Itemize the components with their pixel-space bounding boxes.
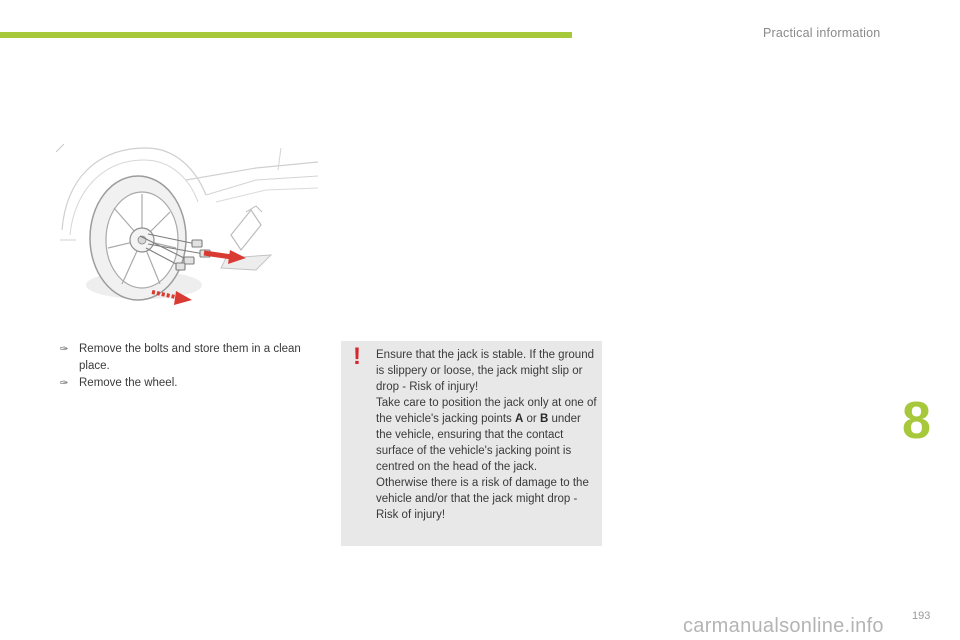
warning-paragraph: Take care to position the jack only at one of the vehicle's jacking points A or B under the vehicle, ensuring that the contact surface of the vehicle's jacking point is centred on the head of the jack. <box>376 397 597 473</box>
header-accent-bar <box>0 32 572 38</box>
instruction-text: Remove the bolts and store them in a clean place. <box>79 343 301 372</box>
warning-exclamation-icon: ! <box>353 343 361 370</box>
instruction-item <box>60 375 330 392</box>
warning-paragraph: Otherwise there is a risk of damage to the vehicle and/or that the jack might drop - Risk of injury! <box>376 477 589 521</box>
warning-text <box>376 347 598 523</box>
bullet-icon: ✑ <box>60 378 69 389</box>
warning-paragraph: Ensure that the jack is stable. If the ground is slippery or loose, the jack might slip or drop - Risk of injury! <box>376 349 594 393</box>
watermark: carmanualsonline.info <box>683 615 884 637</box>
section-title: Practical information <box>763 26 881 40</box>
instruction-text: Remove the wheel. <box>79 377 178 389</box>
instruction-item <box>60 341 330 375</box>
page-number: 193 <box>912 610 931 622</box>
wheel-removal-illustration <box>56 140 320 312</box>
instruction-list <box>60 341 330 392</box>
chapter-number: 8 <box>902 392 931 450</box>
jacking-point-a: A <box>515 413 524 425</box>
bullet-icon: ✑ <box>60 344 69 355</box>
warning-box <box>341 341 602 546</box>
jacking-point-b: B <box>539 413 549 425</box>
